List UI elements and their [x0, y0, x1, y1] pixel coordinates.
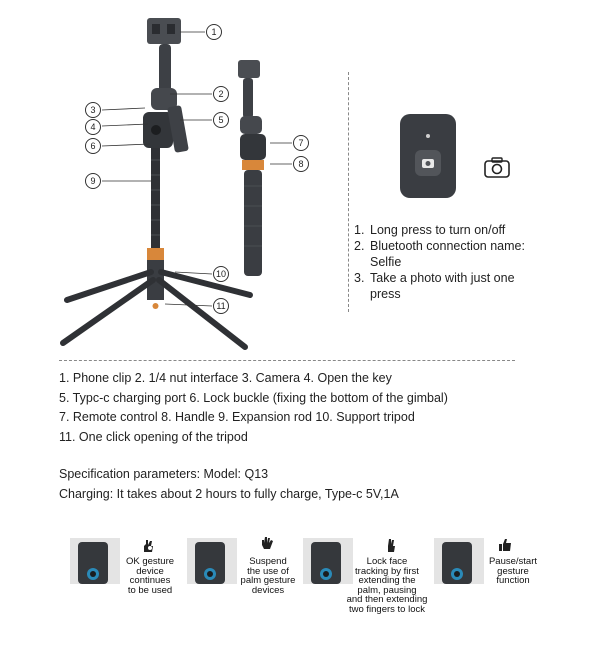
- gesture-thumb-2: [187, 538, 237, 584]
- callout-9: 9: [85, 173, 101, 189]
- specifications: [59, 465, 599, 504]
- remote-instruction-1: 1. Long press to turn on/off: [354, 223, 506, 237]
- callout-8: 8: [293, 156, 309, 172]
- gesture-thumb-4: [434, 538, 484, 584]
- gesture-caption-4: Pause/start gesture function: [488, 556, 538, 586]
- callout-7: 7: [293, 135, 309, 151]
- gesture-caption-3: Lock face tracking by first extending the palm, pausing and then extending two fingers to lock: [346, 556, 428, 615]
- thumbs-up-icon: [497, 537, 513, 553]
- vertical-divider: [348, 72, 349, 312]
- callout-6: 6: [85, 138, 101, 154]
- ok-hand-icon: [140, 538, 156, 554]
- callout-3: 3: [85, 102, 101, 118]
- callout-11: 11: [213, 298, 229, 314]
- legend-line-4: 11. One click opening of the tripod: [59, 429, 248, 444]
- two-fingers-icon: [383, 538, 399, 554]
- remote-control: [398, 112, 460, 202]
- legend-line-2: 5. Typc-c charging port 6. Lock buckle (fixing the bottom of the gimbal): [59, 390, 448, 405]
- remote-instruction-3: 3. Take a photo with just one press: [354, 271, 515, 301]
- spec-model: Specification parameters: Model: Q13: [59, 467, 269, 481]
- spec-charging: Charging: It takes about 2 hours to fully charge, Type-c 5V,1A: [59, 486, 399, 501]
- legend-line-1: 1. Phone clip 2. 1/4 nut interface 3. Camera 4. Open the key: [59, 371, 392, 385]
- camera-icon: [484, 156, 510, 178]
- callout-5: 5: [213, 112, 229, 128]
- callout-4: 4: [85, 119, 101, 135]
- remote-instructions: [354, 222, 554, 302]
- callout-2: 2: [213, 86, 229, 102]
- legend-line-3: 7. Remote control 8. Handle 9. Expansion rod 10. Support tripod: [59, 410, 415, 424]
- open-palm-icon: [259, 536, 275, 552]
- gesture-thumb-1: [70, 538, 120, 584]
- gesture-caption-1: OK gesture device continues to be used: [125, 556, 175, 596]
- horizontal-divider: [59, 360, 515, 361]
- remote-instruction-2: 2. Bluetooth connection name: Selfie: [354, 239, 525, 269]
- callout-1: 1: [206, 24, 222, 40]
- parts-legend: [59, 369, 599, 447]
- callout-10: 10: [213, 266, 229, 282]
- gesture-caption-2: Suspend the use of palm gesture devices: [240, 556, 296, 596]
